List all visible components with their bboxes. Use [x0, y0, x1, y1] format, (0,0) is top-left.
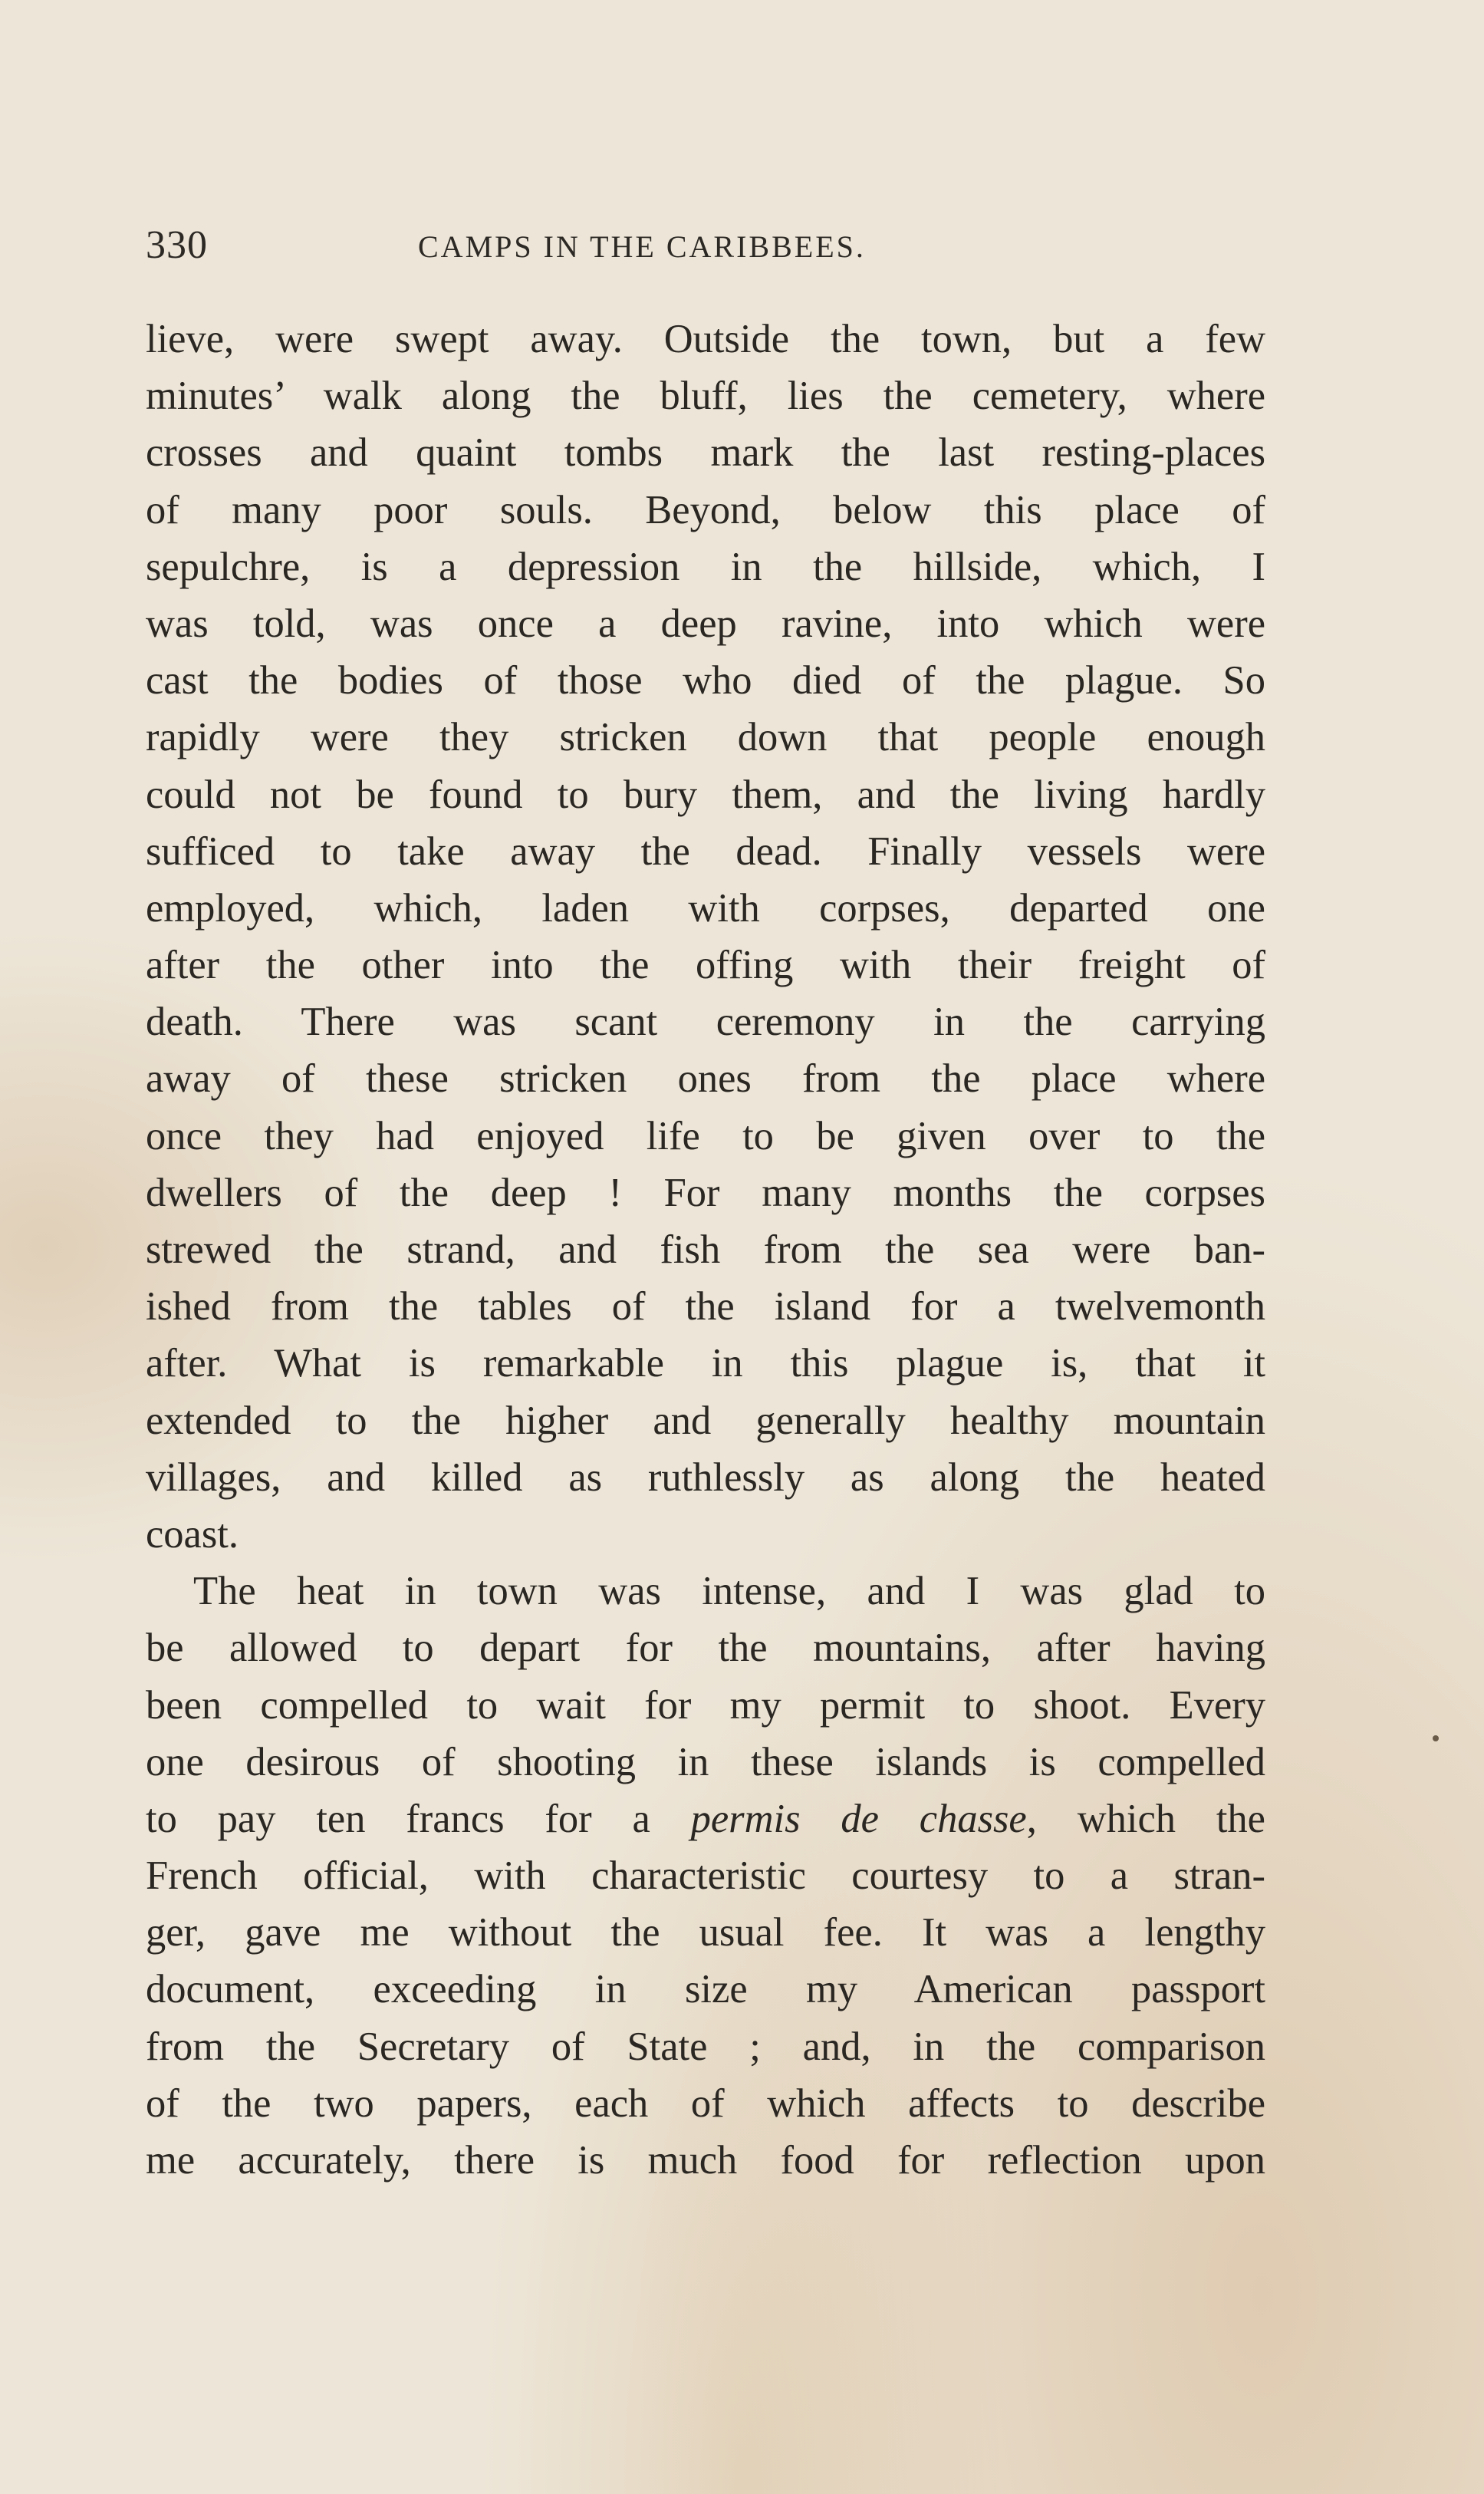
text-line: strewed the strand, and fish from the sea were ban-	[146, 1227, 1265, 1272]
text-line: from the Secretary of State ; and, in the comparison	[146, 2024, 1265, 2069]
text-line: ished from the tables of the island for a twelvemonth	[146, 1284, 1265, 1329]
text-line: me accurately, there is much food for reflection upon	[146, 2138, 1265, 2183]
text-line: ger, gave me without the usual fee. It was a lengthy	[146, 1910, 1265, 1955]
paragraph-2	[146, 1563, 1265, 2189]
text-line: sufficed to take away the dead. Finally vessels were	[146, 829, 1265, 874]
text-line-permis	[146, 1791, 1265, 1847]
text-line: minutes’ walk along the bluff, lies the cemetery, where	[146, 374, 1265, 419]
paragraph-1	[146, 311, 1265, 1563]
text-line: extended to the higher and generally healthy mountain	[146, 1398, 1265, 1443]
text-line: cast the bodies of those who died of the plague. So	[146, 658, 1265, 703]
text-line: dwellers of the deep ! For many months the corpses	[146, 1170, 1265, 1215]
text-line: once they had enjoyed life to be given over to the	[146, 1113, 1265, 1158]
body-text	[146, 311, 1265, 2189]
text-line: lieve, were swept away. Outside the town, but a few	[146, 317, 1265, 361]
text-line: death. There was scant ceremony in the carrying	[146, 1000, 1265, 1045]
italic-phrase: permis de chasse	[690, 1796, 1027, 1841]
text-line: could not be found to bury them, and the living hardly	[146, 772, 1265, 817]
running-title: CAMPS IN THE CARIBBEES.	[418, 229, 866, 264]
text-line: villages, and killed as ruthlessly as along the heated	[146, 1455, 1265, 1500]
text-line: coast.	[146, 1511, 239, 1557]
text-line: sepulchre, is a depression in the hillside, which, I	[146, 544, 1265, 589]
text-line: be allowed to depart for the mountains, after having	[146, 1626, 1265, 1671]
text-line: of the two papers, each of which affects to describe	[146, 2081, 1265, 2126]
text-line: rapidly were they stricken down that people enough	[146, 715, 1265, 760]
text-line: one desirous of shooting in these islands is compelled	[146, 1739, 1265, 1784]
text-line: after the other into the offing with their freight of	[146, 943, 1265, 988]
text-line: after. What is remarkable in this plague is, that it	[146, 1341, 1265, 1386]
page-header	[146, 222, 1265, 284]
text-fragment: to pay ten francs for a	[146, 1796, 691, 1841]
text-line: was told, was once a deep ravine, into which were	[146, 601, 1265, 646]
paper-speck	[1433, 1735, 1439, 1741]
text-line: document, exceeding in size my American passport	[146, 1967, 1265, 2012]
text-line: been compelled to wait for my permit to shoot. Every	[146, 1682, 1265, 1728]
page-number: 330	[146, 223, 208, 267]
text-line: French official, with characteristic courtesy to a stran-	[146, 1853, 1265, 1899]
text-line: of many poor souls. Beyond, below this place of	[146, 487, 1265, 532]
text-fragment: , which the	[1026, 1796, 1265, 1841]
text-line: away of these stricken ones from the place where	[146, 1056, 1265, 1102]
text-line: The heat in town was intense, and I was glad to	[193, 1569, 1265, 1614]
text-line: employed, which, laden with corpses, departed one	[146, 885, 1265, 931]
text-line: crosses and quaint tombs mark the last resting-places	[146, 430, 1265, 476]
